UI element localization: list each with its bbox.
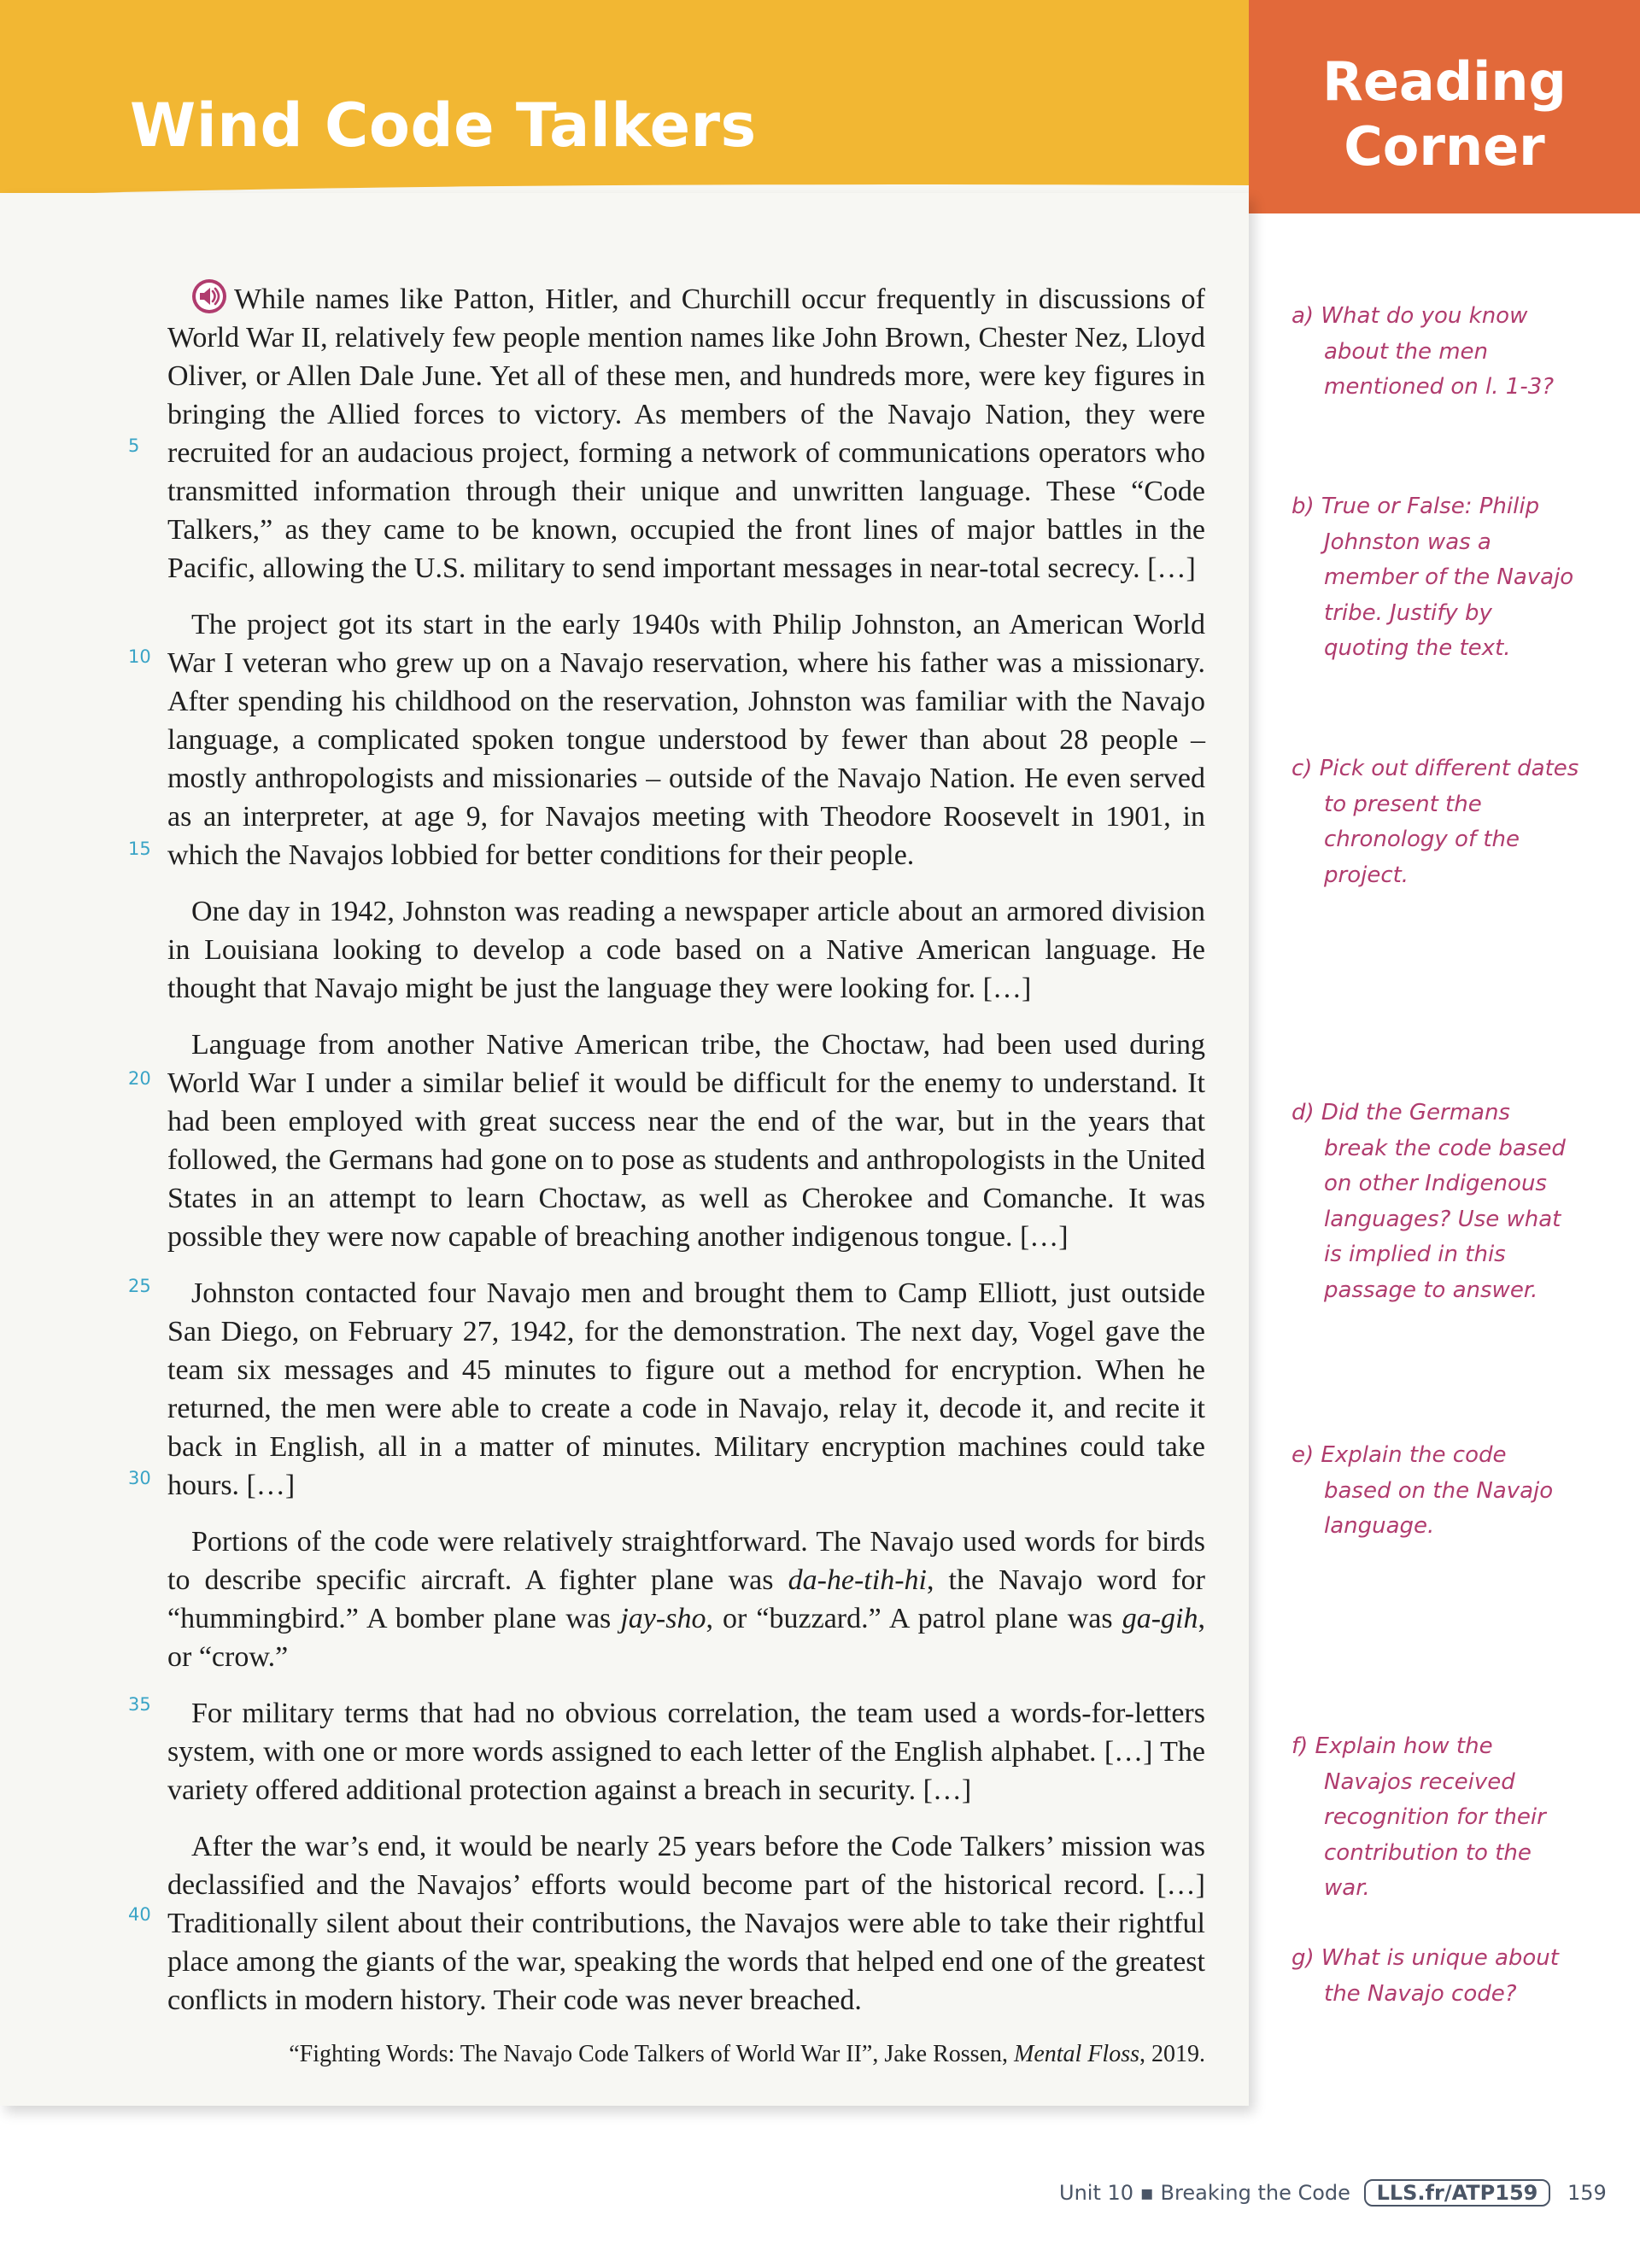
citation — [167, 2037, 1205, 2072]
citation-source: Mental Floss — [1014, 2041, 1139, 2067]
line-number-15: 15 — [128, 839, 151, 859]
line-number-35: 35 — [128, 1694, 151, 1715]
question-a: a) What do you know about the men mentioned on l. 1-3? — [1292, 303, 1555, 400]
question-b: b) True or False: Philip Johnston was a member of the Navajo tribe. Justify by quoting the text. — [1292, 494, 1574, 661]
reading-corner-line2: Corner — [1344, 115, 1545, 178]
paragraph-8: After the war’s end, it would be nearly 25 years before the Code Talkers’ mission was declassified and the Navajos’ efforts would become part of the historical record. […] Traditionally silent about their contributions, the Navajos were able to take their rightful place among the giants of the war, speaking the words that helped end one of the greatest conflicts in modern history. Their code was never breached. — [167, 1831, 1205, 2016]
header-band — [0, 0, 1249, 195]
reading-corner-label — [1249, 50, 1640, 179]
article-text — [167, 278, 1205, 2072]
p6-text-4: , or “crow.” — [167, 1603, 1205, 1673]
line-number-30: 30 — [128, 1468, 151, 1488]
navajo-word-hummingbird: da-he-tih-hi — [788, 1564, 927, 1596]
paragraph-6 — [167, 1523, 1205, 1676]
line-number-5: 5 — [128, 435, 140, 456]
p6-text-2: , the Navajo word for “hummingbird.” A bomber plane was — [167, 1564, 1205, 1634]
citation-year: , 2019. — [1139, 2041, 1205, 2067]
reading-corner-line1: Reading — [1322, 50, 1567, 113]
paragraph-7: For military terms that had no obvious correlation, the team used a words-for-letters system, with one or more words assigned to each letter of the English alphabet. […] The variety offered additional protection against a breach in security. […] — [167, 1698, 1205, 1806]
page-number: 159 — [1567, 2181, 1607, 2205]
footer-link[interactable]: LLS.fr/ATP159 — [1364, 2179, 1551, 2207]
paragraph-2: The project got its start in the early 1940s with Philip Johnston, an American World War I veteran who grew up on a Navajo reservation, where his father was a missionary. After spending his childhood on the reservation, Johnston was familiar with the Navajo language, a complicated spoken tongue understood by fewer than about 28 people – mostly anthropologists and missionaries – outside of the Navajo Nation. He even served as an interpreter, at age 9, for Navajos meeting with Theodore Roosevelt in 1901, in which the Navajos lobbied for better conditions for their people. — [167, 609, 1205, 871]
reading-corner-tab — [1249, 0, 1640, 213]
paragraph-3: One day in 1942, Johnston was reading a newspaper article about an armored division in Louisiana looking to develop a code based on a Native American language. He thought that Navajo might be just the language they were looking for. […] — [167, 896, 1205, 1004]
navajo-word-crow: ga-gih — [1122, 1603, 1198, 1634]
question-d: d) Did the Germans break the code based on other Indigenous languages? Use what is implied in this passage to answer. — [1292, 1100, 1566, 1303]
speaker-icon[interactable] — [191, 278, 227, 314]
paragraph-4: Language from another Native American tribe, the Choctaw, had been used during World War I under a similar belief it would be difficult for the enemy to understand. It had been employed with great success near the end of the war, but in the years that followed, the Germans had gone on to pose as students and anthropologists in the United States in an attempt to learn Choctaw, as well as Cherokee and Comanche. It was possible they were now capable of breaching another indigenous tongue. […] — [167, 1029, 1205, 1253]
line-number-20: 20 — [128, 1068, 151, 1089]
line-number-40: 40 — [128, 1904, 151, 1925]
p6-text-1: Portions of the code were relatively straightforward. The Navajo used words for birds to describe specific aircraft. A fighter plane was — [167, 1526, 1205, 1596]
citation-title: “Fighting Words: The Navajo Code Talkers of World War II”, Jake Rossen, — [289, 2041, 1014, 2067]
line-number-10: 10 — [128, 646, 151, 667]
question-g: g) What is unique about the Navajo code? — [1292, 1945, 1559, 2007]
line-number-25: 25 — [128, 1276, 151, 1296]
paragraph-1-text: While names like Patton, Hitler, and Churchill occur frequently in discussions of World War II, relatively few people mention names like John Brown, Chester Nez, Lloyd Oliver, or Allen Dale June. Yet all of these men, and hundreds more, were key figures in bringing the Allied forces to victory. As members of the Navajo Nation, they were recruited for an audacious project, forming a network of communications operators who transmitted information through their unique and unwritten language. These “Code Talkers,” as they came to be known, occupied the front lines of major battles in the Pacific, allowing the U.S. military to send important messages in near-total secrecy. […] — [167, 284, 1205, 584]
question-f: f) Explain how the Navajos received recognition for their contribution to the war. — [1292, 1733, 1546, 1901]
footer-unit: Unit 10 ▪ Breaking the Code — [1059, 2181, 1350, 2205]
paragraph-1 — [167, 278, 1205, 587]
question-c: c) Pick out different dates to present the chronology of the project. — [1292, 756, 1579, 888]
p6-text-3: , or “buzzard.” A patrol plane was — [706, 1603, 1122, 1634]
page-title: Wind Code Talkers — [130, 91, 757, 161]
question-e: e) Explain the code based on the Navajo language. — [1292, 1442, 1554, 1539]
navajo-word-buzzard: jay-sho — [620, 1603, 706, 1634]
paragraph-5: Johnston contacted four Navajo men and brought them to Camp Elliott, just outside San Diego, on February 27, 1942, for the demonstration. The next day, Vogel gave the team six messages and 45 minutes to figure out a method for encryption. When he returned, the men were able to create a code in Navajo, relay it, decode it, and recite it back in English, all in a matter of minutes. Military encryption machines could take hours. […] — [167, 1277, 1205, 1501]
page-footer — [1059, 2179, 1607, 2207]
